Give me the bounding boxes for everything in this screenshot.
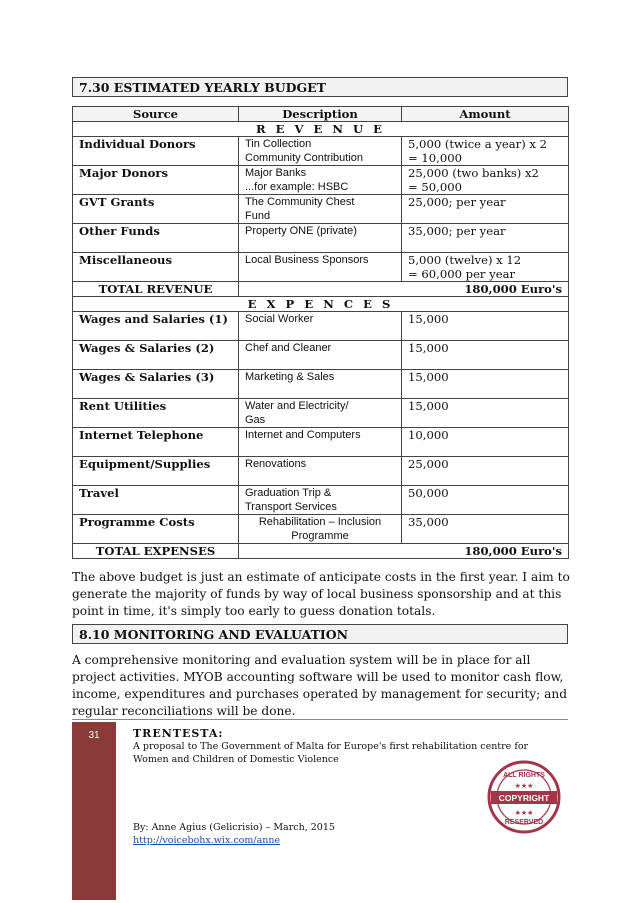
source-cell: Rent Utilities: [73, 399, 239, 428]
description-cell: [239, 515, 402, 544]
description-cell: [239, 166, 402, 195]
table-row: [73, 399, 569, 428]
description-line-1: Property ONE (private): [245, 225, 357, 237]
description-cell: [239, 457, 402, 486]
amount-line-2: = 60,000 per year: [408, 267, 516, 281]
description-cell: [239, 312, 402, 341]
description-line-2: [245, 267, 395, 281]
amount-line-2: = 10,000: [408, 151, 462, 165]
source-cell: Individual Donors: [73, 137, 239, 166]
amount-cell: [402, 224, 569, 253]
amount-cell: [402, 166, 569, 195]
footer-subtitle: A proposal to The Government of Malta for Europe's first rehabilitation centre for Women and Children of Domestic Violence: [133, 741, 529, 765]
description-line-2: [245, 384, 395, 398]
total-revenue-row: [73, 282, 569, 297]
revenue-heading-label: R E V E N U E: [73, 122, 569, 137]
table-row: [73, 486, 569, 515]
amount-cell: 25,000: [402, 457, 569, 486]
amount-cell: 35,000: [402, 515, 569, 544]
description-cell: [239, 428, 402, 457]
svg-text:COPYRIGHT: COPYRIGHT: [498, 793, 550, 803]
table-row: [73, 224, 569, 253]
description-cell: [239, 370, 402, 399]
description-line-1: Water and Electricity/: [245, 400, 349, 412]
monitoring-body: A comprehensive monitoring and evaluation system will be in place for all project activities. MYOB accounting software will be used to monitor cash flow, income, expenditures and purchases operated by management for security; and regular reconciliations will be done.: [72, 653, 568, 718]
source-cell: Travel: [73, 486, 239, 515]
header-amount: Amount: [402, 107, 569, 122]
header-source: Source: [73, 107, 239, 122]
footer-red-bar: [72, 722, 116, 900]
total-revenue-row-label: TOTAL REVENUE: [73, 282, 239, 297]
budget-note: The above budget is just an estimate of anticipate costs in the first year. I aim to generate the majority of funds by way of local business sponsorship and at this point in time, it's simply too early to guess donation totals.: [72, 570, 570, 618]
description-line-2: [245, 471, 395, 485]
description-cell: [239, 486, 402, 515]
source-cell: Wages & Salaries (3): [73, 370, 239, 399]
table-row: [73, 457, 569, 486]
description-line-1: Major Banks: [245, 167, 307, 179]
footer-title: TRENTESTA:: [133, 727, 224, 740]
total-expenses-row-label: TOTAL EXPENSES: [73, 544, 239, 559]
amount-cell: 15,000: [402, 312, 569, 341]
description-cell: [239, 137, 402, 166]
source-cell: Internet Telephone: [73, 428, 239, 457]
amount-line-2: = 50,000: [408, 180, 462, 194]
description-line-2: [245, 326, 395, 340]
amount-cell: 50,000: [402, 486, 569, 515]
description-line-1: Chef and Cleaner: [245, 342, 332, 354]
amount-cell: [402, 137, 569, 166]
table-row: [73, 370, 569, 399]
description-line-1: Local Business Sponsors: [245, 254, 369, 266]
description-line-1: Social Worker: [245, 313, 314, 325]
table-row: [73, 312, 569, 341]
table-row: [73, 341, 569, 370]
amount-line-1: 5,000 (twelve) x 12: [408, 253, 522, 267]
amount-line-1: 5,000 (twice a year) x 2: [408, 137, 548, 151]
copyright-stamp-icon: [487, 760, 561, 834]
budget-table: [72, 106, 569, 559]
svg-text:★★★: ★★★: [514, 809, 534, 817]
total-expenses-row-amount: 180,000 Euro's: [239, 544, 569, 559]
svg-text:RESERVED: RESERVED: [504, 819, 544, 826]
source-cell: Wages and Salaries (1): [73, 312, 239, 341]
description-cell: [239, 253, 402, 282]
description-cell: [239, 399, 402, 428]
description-line-2: [245, 442, 395, 456]
source-cell: Major Donors: [73, 166, 239, 195]
source-cell: Miscellaneous: [73, 253, 239, 282]
amount-cell: 15,000: [402, 370, 569, 399]
source-cell: Equipment/Supplies: [73, 457, 239, 486]
amount-cell: 15,000: [402, 341, 569, 370]
expenses-heading-label: E X P E N C E S: [73, 297, 569, 312]
description-line-2: Programme: [291, 530, 349, 542]
description-cell: [239, 195, 402, 224]
amount-line-1: 35,000; per year: [408, 224, 506, 238]
total-revenue-row-amount: 180,000 Euro's: [239, 282, 569, 297]
svg-text:★★★: ★★★: [514, 782, 534, 790]
description-cell: [239, 224, 402, 253]
amount-cell: [402, 195, 569, 224]
description-line-2: [245, 238, 395, 252]
description-line-1: Rehabilitation – Inclusion: [258, 516, 382, 528]
amount-line-2: [408, 238, 562, 252]
table-row: [73, 428, 569, 457]
source-cell: GVT Grants: [73, 195, 239, 224]
description-line-2: Gas: [245, 414, 266, 426]
description-line-1: Graduation Trip &: [245, 487, 332, 499]
expenses-heading: [73, 297, 569, 312]
total-expenses-row: [73, 544, 569, 559]
table-row: [73, 253, 569, 282]
description-line-1: Marketing & Sales: [245, 371, 335, 383]
table-row: [73, 195, 569, 224]
amount-line-1: 25,000 (two banks) x2: [408, 166, 539, 180]
monitoring-section-title: 8.10 MONITORING AND EVALUATION: [72, 624, 568, 644]
description-line-1: Tin Collection: [245, 138, 312, 150]
svg-text:ALL RIGHTS: ALL RIGHTS: [503, 772, 545, 779]
table-header-row: [73, 107, 569, 122]
source-cell: Other Funds: [73, 224, 239, 253]
amount-cell: [402, 253, 569, 282]
description-line-2: Community Contribution: [245, 152, 363, 164]
description-line-2: [245, 355, 395, 369]
header-description: Description: [239, 107, 402, 122]
page-number: 31: [88, 730, 100, 741]
budget-section-title: 7.30 ESTIMATED YEARLY BUDGET: [72, 77, 568, 97]
description-line-1: Renovations: [245, 458, 307, 470]
revenue-heading: [73, 122, 569, 137]
description-cell: [239, 341, 402, 370]
description-line-2: Fund: [245, 210, 271, 222]
footer-divider: [72, 719, 568, 720]
table-row: [73, 515, 569, 544]
table-row: [73, 166, 569, 195]
amount-cell: 10,000: [402, 428, 569, 457]
description-line-2: Transport Services: [245, 501, 337, 513]
source-cell: Wages & Salaries (2): [73, 341, 239, 370]
table-row: [73, 137, 569, 166]
description-line-1: The Community Chest: [245, 196, 355, 208]
footer-link[interactable]: http://voicebohx.wix.com/anne: [133, 835, 281, 846]
description-line-1: Internet and Computers: [245, 429, 361, 441]
description-line-2: ...for example: HSBC: [245, 181, 349, 193]
source-cell: Programme Costs: [73, 515, 239, 544]
amount-line-2: 25,000; per year: [408, 195, 506, 209]
amount-cell: 15,000: [402, 399, 569, 428]
footer-byline: By: Anne Agius (Gelicrisio) – March, 2015: [133, 822, 335, 833]
